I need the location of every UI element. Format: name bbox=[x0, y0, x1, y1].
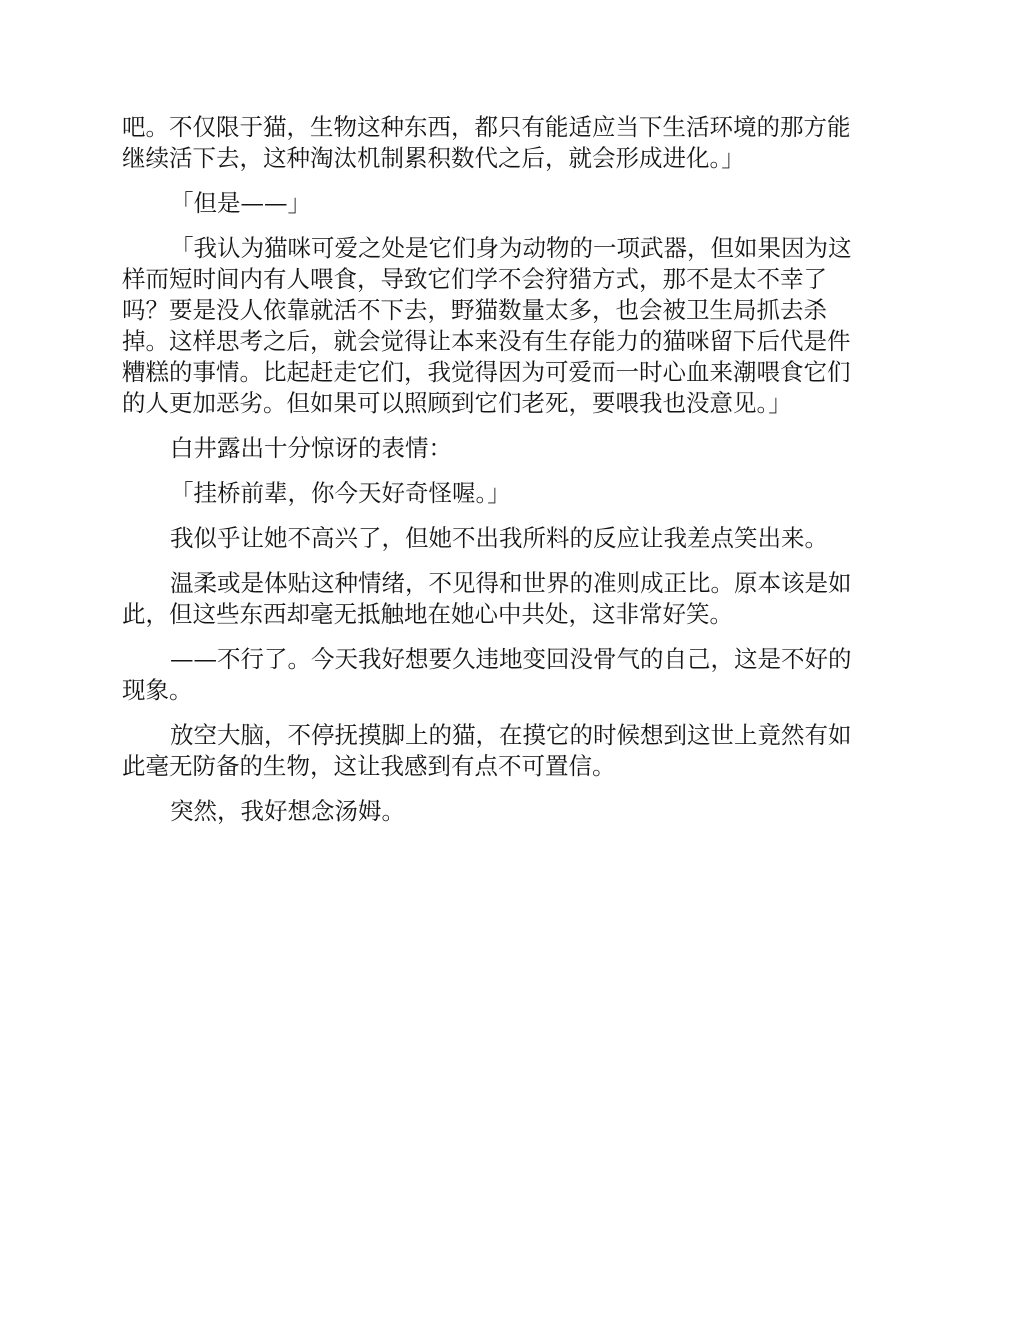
paragraph-4: 白井露出十分惊讶的表情： bbox=[170, 434, 452, 462]
paragraph-2: 「但是——」 bbox=[170, 189, 311, 217]
paragraph-5: 「挂桥前辈，你今天好奇怪喔。」 bbox=[170, 479, 511, 507]
paragraph-6: 我似乎让她不高兴了，但她不出我所料的反应让我差点笑出来。 bbox=[170, 524, 828, 552]
paragraph-1: 吧。不仅限于猫，生物这种东西，都只有能适应当下生活环境的那方能 继续活下去，这种淘汰机制累积数代之后，就会形成进化。」 bbox=[122, 113, 851, 172]
paragraph-9: 放空大脑，不停抚摸脚上的猫，在摸它的时候想到这世上竟然有如 此毫无防备的生物，这让我感到有点不可置信。 bbox=[122, 721, 852, 780]
paragraph-7: 温柔或是体贴这种情绪，不见得和世界的准则成正比。原本该是如 此，但这些东西却毫无抵触地在她心中共处，这非常好笑。 bbox=[122, 569, 852, 628]
paragraph-8: ——不行了。今天我好想要久违地变回没骨气的自己，这是不好的 现象。 bbox=[122, 645, 852, 704]
paragraph-10: 突然，我好想念汤姆。 bbox=[170, 797, 405, 825]
paragraph-3: 「我认为猫咪可爱之处是它们身为动物的一项武器，但如果因为这 样而短时间内有人喂食，导致它们学不会狩猎方式，那不是太不幸了 吗？要是没人依靠就活不下去，野猫数量太多，也会被卫生局抓去杀 掉。这样思考之后，就会觉得让本来没有生存能力的猫咪留下后代是件 糟糕的事情。比起赶走它们，我觉得因为可爱而一时心血来潮喂食它们 的人更加恶劣。但如果可以照顾到它们老死，要喂我也没意见。」 bbox=[122, 234, 852, 417]
document-page bbox=[122, 112, 897, 841]
